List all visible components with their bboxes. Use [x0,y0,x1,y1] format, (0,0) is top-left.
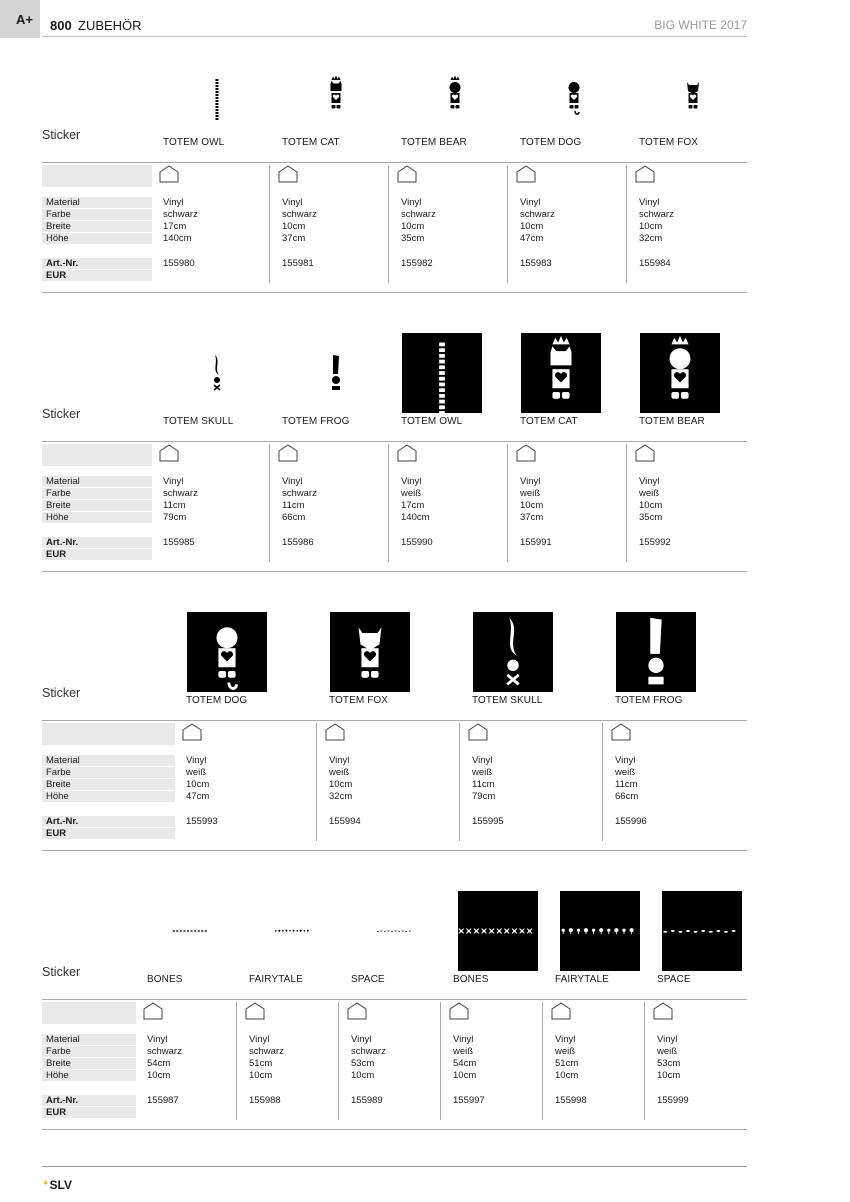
product-name: BONES [453,974,489,985]
row-labels [42,476,152,561]
product-specs [555,1034,587,1107]
spec-hoehe: 10cm [351,1070,375,1081]
sticker-label: Sticker [42,128,81,142]
spec-breite: 11cm [615,779,638,790]
product-name: TOTEM SKULL [472,695,543,706]
spec-farbe: schwarz [163,488,198,499]
spec-hoehe: 10cm [249,1070,273,1081]
spec-farbe: weiß [472,767,493,778]
spec-farbe: schwarz [401,209,436,220]
spec-hoehe: 47cm [186,791,210,802]
spec-breite: 51cm [249,1058,273,1069]
house-icon [159,444,179,467]
house-icon [182,723,202,746]
product-specs [472,755,504,828]
label-material: Material [42,476,152,488]
label-material: Material [42,1034,136,1046]
tab-label: A+ [16,12,33,27]
product-image [458,891,538,971]
product-image [316,52,356,138]
product-specs [657,1034,689,1107]
spec-hoehe: 10cm [453,1070,477,1081]
product-image [435,52,475,138]
spec-breite: 17cm [163,221,187,232]
table-header-block [42,1002,136,1024]
product-specs [401,197,436,270]
spec-farbe: weiß [639,488,660,499]
spec-hoehe: 35cm [639,512,663,523]
house-icon [325,723,345,746]
product-image [348,916,442,946]
spec-breite: 10cm [639,221,663,232]
house-icon [159,165,179,188]
spec-hoehe: 79cm [472,791,496,802]
label-material: Material [42,197,152,209]
product-name: TOTEM FOX [329,695,389,706]
header-rule [42,36,747,37]
column-divider [388,444,389,562]
spec-hoehe: 47cm [520,233,544,244]
spec-breite: 11cm [282,500,305,511]
spec-breite: 11cm [163,500,186,511]
product-specs [639,476,671,549]
house-icon [347,1002,367,1025]
house-icon [397,444,417,467]
product-name: FAIRYTALE [249,974,303,985]
product-image [560,891,640,971]
column-divider [440,1002,441,1120]
page-title: ZUBEHÖR [78,18,142,33]
page-number: 800 [50,18,72,33]
spec-material: Vinyl [401,197,422,208]
spec-artnr: 155995 [472,816,504,827]
product-name: TOTEM CAT [520,416,578,427]
spec-hoehe: 37cm [282,233,306,244]
product-specs [282,197,317,270]
spec-breite: 11cm [472,779,495,790]
row-labels [42,755,175,840]
label-artnr: Art.-Nr. [42,537,152,549]
spec-breite: 10cm [520,221,544,232]
spec-artnr: 155984 [639,258,671,269]
product-image [330,612,410,692]
label-breite: Breite [42,1058,136,1070]
spec-farbe: weiß [555,1046,576,1057]
spec-artnr: 155980 [163,258,195,269]
spec-breite: 53cm [657,1058,681,1069]
spec-material: Vinyl [639,476,660,487]
spec-artnr: 155987 [147,1095,179,1106]
spec-farbe: schwarz [163,209,198,220]
column-divider [338,1002,339,1120]
product-image [473,612,553,692]
product-name: TOTEM FROG [282,416,350,427]
label-hoehe: Höhe [42,1070,136,1082]
spec-hoehe: 79cm [163,512,187,523]
spec-breite: 54cm [453,1058,477,1069]
label-breite: Breite [42,221,152,233]
spec-material: Vinyl [657,1034,678,1045]
spec-artnr: 155983 [520,258,552,269]
product-specs [615,755,647,828]
section-bottom-rule [42,1129,747,1130]
spec-material: Vinyl [282,476,303,487]
column-divider [626,165,627,283]
spec-breite: 17cm [401,500,425,511]
house-icon [143,1002,163,1025]
spec-material: Vinyl [401,476,422,487]
product-name: TOTEM FOX [639,137,699,148]
product-specs [186,755,218,828]
section-bottom-rule [42,850,747,851]
label-farbe: Farbe [42,1046,136,1058]
product-name: FAIRYTALE [555,974,609,985]
house-icon [449,1002,469,1025]
spec-breite: 10cm [329,779,353,790]
column-divider [507,165,508,283]
product-specs [520,197,555,270]
spec-material: Vinyl [520,197,541,208]
sticker-label: Sticker [42,686,81,700]
product-image [246,916,340,946]
product-image [197,333,237,413]
table-rule [42,162,747,163]
spec-hoehe: 32cm [639,233,663,244]
spec-artnr: 155996 [615,816,647,827]
sticker-label: Sticker [42,407,81,421]
product-name: TOTEM OWL [163,137,225,148]
section-bottom-rule [42,292,747,293]
spec-breite: 54cm [147,1058,171,1069]
spec-hoehe: 140cm [163,233,192,244]
spec-farbe: schwarz [520,209,555,220]
product-image [402,333,482,413]
spec-material: Vinyl [282,197,303,208]
product-name: TOTEM CAT [282,137,340,148]
product-section [0,319,850,579]
spec-material: Vinyl [249,1034,270,1045]
column-divider [269,444,270,562]
product-image [144,916,238,946]
spec-artnr: 155994 [329,816,361,827]
spec-material: Vinyl [329,755,350,766]
spec-farbe: schwarz [639,209,674,220]
table-rule [42,720,747,721]
column-divider [459,723,460,841]
spec-farbe: weiß [520,488,541,499]
product-name: TOTEM BEAR [639,416,705,427]
slv-logo: ✶SLV [42,1178,72,1192]
spec-artnr: 155991 [520,537,552,548]
spec-material: Vinyl [639,197,660,208]
spec-breite: 51cm [555,1058,579,1069]
spec-breite: 10cm [282,221,306,232]
spec-farbe: schwarz [147,1046,182,1057]
spec-hoehe: 66cm [282,512,306,523]
row-labels [42,1034,136,1119]
label-hoehe: Höhe [42,233,152,245]
spec-hoehe: 10cm [657,1070,681,1081]
product-image [554,52,594,138]
house-icon [245,1002,265,1025]
product-specs [163,197,198,270]
spec-artnr: 155992 [639,537,671,548]
label-eur: EUR [42,1107,136,1119]
label-hoehe: Höhe [42,512,152,524]
spec-breite: 10cm [186,779,210,790]
product-section [0,877,850,1137]
spec-material: Vinyl [147,1034,168,1045]
house-icon [278,165,298,188]
label-artnr: Art.-Nr. [42,816,175,828]
spec-artnr: 155989 [351,1095,383,1106]
product-image [673,52,713,138]
product-image [662,891,742,971]
spec-artnr: 155981 [282,258,314,269]
spec-hoehe: 32cm [329,791,353,802]
column-divider [269,165,270,283]
spec-hoehe: 37cm [520,512,544,523]
column-divider [388,165,389,283]
product-name: SPACE [351,974,385,985]
product-specs [453,1034,485,1107]
spec-farbe: weiß [329,767,350,778]
column-divider [236,1002,237,1120]
spec-farbe: schwarz [351,1046,386,1057]
table-header-block [42,165,152,187]
spec-artnr: 155988 [249,1095,281,1106]
label-breite: Breite [42,500,152,512]
spec-material: Vinyl [453,1034,474,1045]
product-name: TOTEM OWL [401,416,463,427]
house-icon [653,1002,673,1025]
sticker-label: Sticker [42,965,81,979]
spec-material: Vinyl [163,476,184,487]
house-icon [516,165,536,188]
spec-artnr: 155997 [453,1095,485,1106]
label-artnr: Art.-Nr. [42,258,152,270]
product-name: TOTEM BEAR [401,137,467,148]
product-specs [147,1034,182,1107]
spec-material: Vinyl [186,755,207,766]
label-farbe: Farbe [42,767,175,779]
spec-breite: 10cm [401,221,425,232]
label-eur: EUR [42,828,175,840]
product-name: TOTEM DOG [520,137,582,148]
product-specs [329,755,361,828]
house-icon [635,165,655,188]
product-section [0,40,850,300]
spec-material: Vinyl [163,197,184,208]
logo-text: SLV [49,1178,72,1192]
product-name: TOTEM SKULL [163,416,234,427]
spec-artnr: 155986 [282,537,314,548]
product-image [521,333,601,413]
product-specs [639,197,674,270]
spec-artnr: 155998 [555,1095,587,1106]
spec-breite: 53cm [351,1058,375,1069]
column-divider [316,723,317,841]
product-specs [401,476,433,549]
product-name: SPACE [657,974,691,985]
product-image [640,333,720,413]
spec-material: Vinyl [351,1034,372,1045]
spec-artnr: 155993 [186,816,218,827]
product-specs [520,476,552,549]
table-header-block [42,723,175,745]
section-tab [0,0,40,38]
spec-hoehe: 10cm [555,1070,579,1081]
spec-hoehe: 66cm [615,791,639,802]
label-eur: EUR [42,270,152,282]
spec-artnr: 155982 [401,258,433,269]
column-divider [626,444,627,562]
product-specs [282,476,317,549]
column-divider [602,723,603,841]
spec-breite: 10cm [520,500,544,511]
spec-material: Vinyl [520,476,541,487]
house-icon [278,444,298,467]
product-section [0,598,850,858]
label-breite: Breite [42,779,175,791]
column-divider [542,1002,543,1120]
catalog-name: BIG WHITE 2017 [654,18,747,32]
product-image [316,333,356,413]
house-icon [635,444,655,467]
product-image [197,52,237,138]
house-icon [468,723,488,746]
row-labels [42,197,152,282]
product-specs [249,1034,284,1107]
house-icon [516,444,536,467]
house-icon [551,1002,571,1025]
label-farbe: Farbe [42,209,152,221]
product-name: TOTEM DOG [186,695,248,706]
product-image [187,612,267,692]
section-bottom-rule [42,571,747,572]
spec-farbe: weiß [615,767,636,778]
spec-farbe: weiß [186,767,207,778]
spec-farbe: schwarz [282,488,317,499]
spec-hoehe: 140cm [401,512,430,523]
spec-farbe: schwarz [249,1046,284,1057]
spec-breite: 10cm [639,500,663,511]
product-specs [351,1034,386,1107]
spec-material: Vinyl [615,755,636,766]
spec-artnr: 155999 [657,1095,689,1106]
spec-artnr: 155990 [401,537,433,548]
spec-material: Vinyl [555,1034,576,1045]
product-name: BONES [147,974,183,985]
spec-hoehe: 10cm [147,1070,171,1081]
table-rule [42,441,747,442]
label-eur: EUR [42,549,152,561]
spec-farbe: weiß [401,488,422,499]
table-header-block [42,444,152,466]
label-material: Material [42,755,175,767]
house-icon [611,723,631,746]
product-name: TOTEM FROG [615,695,683,706]
column-divider [644,1002,645,1120]
spec-artnr: 155985 [163,537,195,548]
label-artnr: Art.-Nr. [42,1095,136,1107]
product-specs [163,476,198,549]
label-hoehe: Höhe [42,791,175,803]
spec-hoehe: 35cm [401,233,425,244]
label-farbe: Farbe [42,488,152,500]
house-icon [397,165,417,188]
spec-farbe: weiß [657,1046,678,1057]
spec-material: Vinyl [472,755,493,766]
column-divider [507,444,508,562]
spec-farbe: schwarz [282,209,317,220]
footer-rule [42,1166,747,1167]
product-image [616,612,696,692]
table-rule [42,999,747,1000]
spec-farbe: weiß [453,1046,474,1057]
